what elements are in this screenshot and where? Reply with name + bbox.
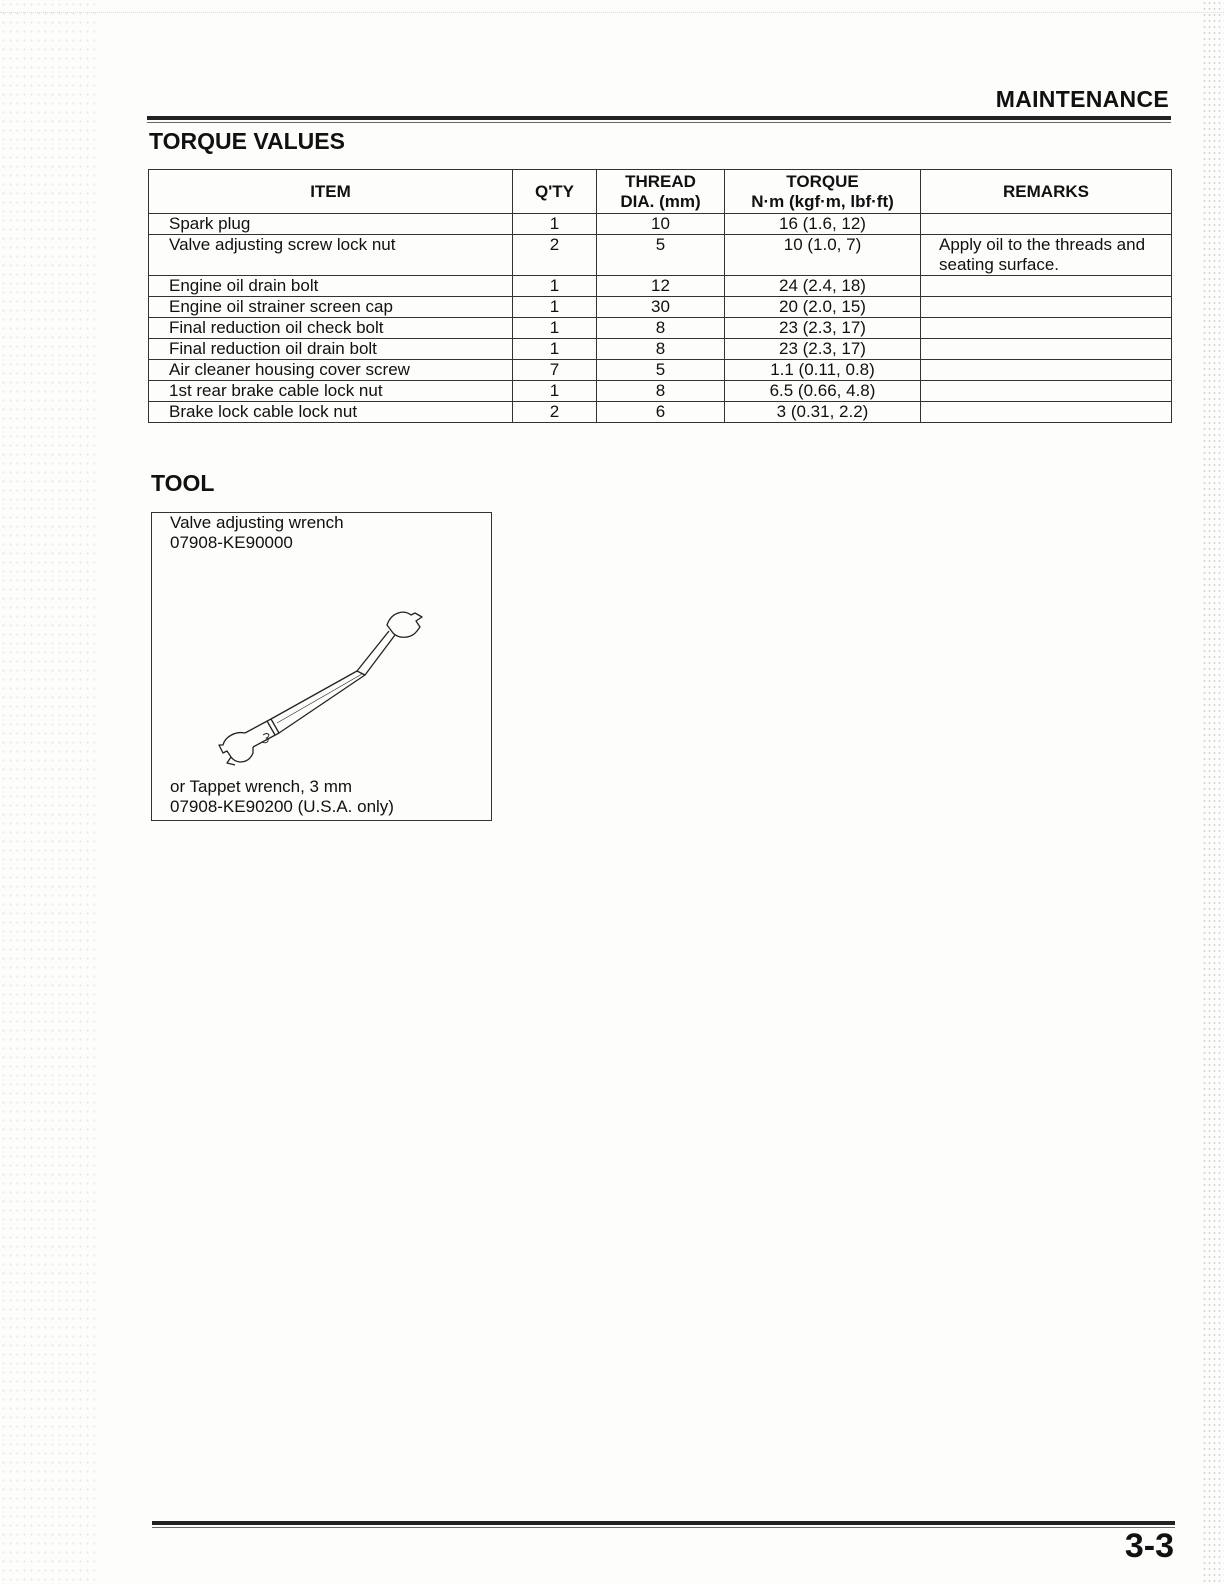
cell-item: Final reduction oil drain bolt — [149, 339, 513, 360]
cell-remarks — [921, 214, 1172, 235]
cell-torque: 3 (0.31, 2.2) — [725, 402, 921, 423]
cell-thread: 8 — [597, 339, 725, 360]
cell-thread: 5 — [597, 360, 725, 381]
cell-qty: 1 — [513, 214, 597, 235]
cell-item: Engine oil strainer screen cap — [149, 297, 513, 318]
cell-torque: 16 (1.6, 12) — [725, 214, 921, 235]
cell-remarks — [921, 381, 1172, 402]
cell-remarks — [921, 318, 1172, 339]
table-header-row — [149, 170, 1172, 214]
cell-item: Engine oil drain bolt — [149, 276, 513, 297]
cell-remarks — [921, 339, 1172, 360]
scan-noise-right — [1202, 0, 1224, 1584]
table-row — [149, 235, 1172, 276]
cell-qty: 2 — [513, 235, 597, 276]
torque-values-table — [148, 169, 1172, 423]
cell-remarks — [921, 402, 1172, 423]
cell-torque: 1.1 (0.11, 0.8) — [725, 360, 921, 381]
cell-qty: 1 — [513, 339, 597, 360]
column-header-thread — [597, 170, 725, 214]
remarks-line2: seating surface. — [939, 255, 1060, 274]
cell-thread: 10 — [597, 214, 725, 235]
table-row — [149, 318, 1172, 339]
cell-torque: 10 (1.0, 7) — [725, 235, 921, 276]
cell-item: Spark plug — [149, 214, 513, 235]
cell-qty: 2 — [513, 402, 597, 423]
column-header-torque-line2: N·m (kgf·m, lbf·ft) — [751, 191, 894, 211]
cell-torque: 20 (2.0, 15) — [725, 297, 921, 318]
scan-edge-top — [0, 0, 1224, 13]
table-row — [149, 402, 1172, 423]
cell-thread: 8 — [597, 381, 725, 402]
cell-qty: 1 — [513, 297, 597, 318]
header-rule — [147, 116, 1171, 120]
column-header-thread-line2: DIA. (mm) — [620, 191, 701, 211]
cell-thread: 30 — [597, 297, 725, 318]
page-number: 3-3 — [1124, 1527, 1174, 1565]
tool-name: Valve adjusting wrench — [170, 513, 344, 532]
cell-remarks — [921, 297, 1172, 318]
wrench-icon — [207, 583, 447, 783]
cell-qty: 1 — [513, 318, 597, 339]
cell-remarks — [921, 360, 1172, 381]
footer-rule-thin — [152, 1527, 1175, 1528]
cell-torque: 6.5 (0.66, 4.8) — [725, 381, 921, 402]
scan-noise-left — [0, 0, 95, 1584]
cell-qty: 7 — [513, 360, 597, 381]
column-header-qty: Q'TY — [513, 170, 597, 214]
table-row — [149, 214, 1172, 235]
cell-torque: 23 (2.3, 17) — [725, 318, 921, 339]
cell-item: Final reduction oil check bolt — [149, 318, 513, 339]
cell-torque: 24 (2.4, 18) — [725, 276, 921, 297]
tool-alt-part-number: 07908-KE90200 (U.S.A. only) — [170, 797, 394, 816]
tool-title: TOOL — [151, 470, 215, 496]
cell-remarks — [921, 235, 1172, 276]
cell-qty: 1 — [513, 381, 597, 402]
table-row — [149, 360, 1172, 381]
cell-thread: 6 — [597, 402, 725, 423]
column-header-torque-line1: TORQUE — [786, 171, 859, 191]
table-row — [149, 297, 1172, 318]
column-header-thread-line1: THREAD — [625, 171, 696, 191]
column-header-remarks: REMARKS — [921, 170, 1172, 214]
header-rule-thin — [147, 122, 1171, 123]
cell-item: Air cleaner housing cover screw — [149, 360, 513, 381]
torque-values-title: TORQUE VALUES — [149, 128, 345, 154]
cell-qty: 1 — [513, 276, 597, 297]
tool-alt-name: or Tappet wrench, 3 mm — [170, 777, 353, 796]
column-header-torque — [725, 170, 921, 214]
tool-part-number: 07908-KE90000 — [170, 533, 293, 552]
cell-item: 1st rear brake cable lock nut — [149, 381, 513, 402]
footer-rule — [152, 1521, 1175, 1525]
remarks-line1: Apply oil to the threads and — [939, 235, 1146, 254]
table-row — [149, 381, 1172, 402]
cell-item: Valve adjusting screw lock nut — [149, 235, 513, 276]
cell-torque: 23 (2.3, 17) — [725, 339, 921, 360]
cell-item: Brake lock cable lock nut — [149, 402, 513, 423]
section-header: MAINTENANCE — [995, 86, 1169, 112]
cell-thread: 5 — [597, 235, 725, 276]
cell-thread: 12 — [597, 276, 725, 297]
table-row — [149, 276, 1172, 297]
column-header-item: ITEM — [149, 170, 513, 214]
cell-thread: 8 — [597, 318, 725, 339]
cell-remarks — [921, 276, 1172, 297]
table-row — [149, 339, 1172, 360]
tool-box — [151, 512, 492, 821]
